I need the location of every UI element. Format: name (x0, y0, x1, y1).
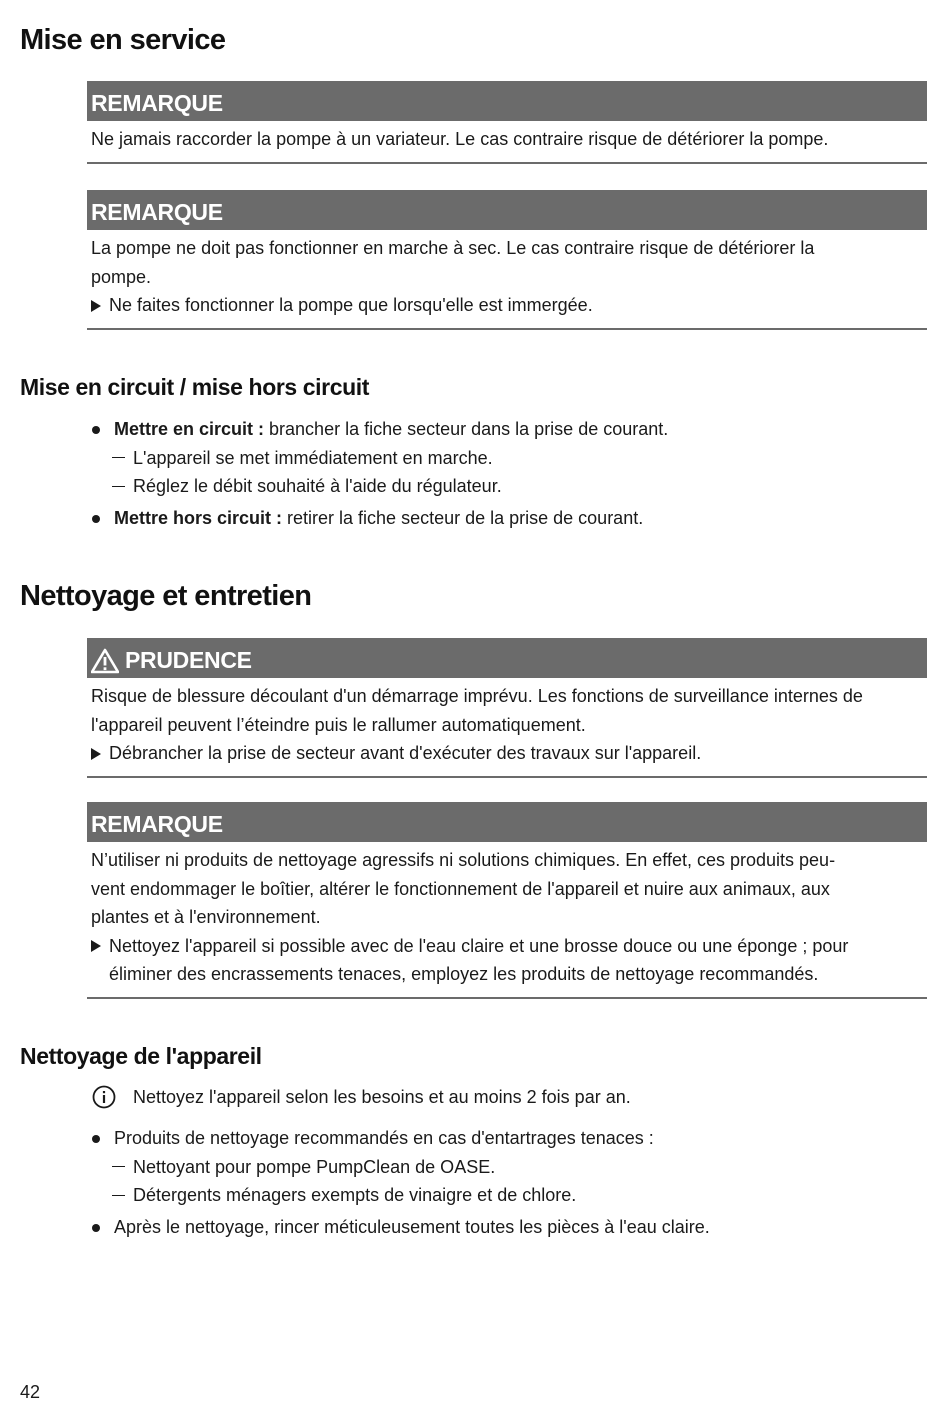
step-text: Débrancher la prise de secteur avant d'exécuter des travaux sur l'appareil. (109, 743, 702, 763)
list-item-description: brancher la fiche secteur dans la prise de courant. (264, 419, 669, 439)
sub-list-item (90, 472, 930, 501)
info-text: Nettoyez l'appareil selon les besoins et au moins 2 fois par an. (133, 1086, 631, 1107)
action-step (91, 739, 923, 768)
section-title-appareil: Nettoyage de l'appareil (20, 1043, 262, 1069)
dash-icon (112, 486, 125, 487)
notice-text-line: plantes et à l'environnement. (91, 907, 321, 927)
list-item-text: Après le nettoyage, rincer méticuleusement toutes les pièces à l'eau claire. (114, 1216, 710, 1237)
list-item (90, 415, 930, 444)
sub-list-item-text: Nettoyant pour pompe PumpClean de OASE. (133, 1156, 496, 1177)
list-item-text: Produits de nettoyage recommandés en cas d'entartrages tenaces : (114, 1128, 654, 1148)
section-title-nettoyage: Nettoyage et entretien (20, 580, 312, 612)
sub-list-item-text: Réglez le débit souhaité à l'aide du régulateur. (133, 476, 502, 496)
bullet-icon (92, 515, 100, 523)
notice-body (87, 230, 927, 328)
notice-remarque-variateur (87, 81, 927, 164)
step-text-line: éliminer des encrassements tenaces, employez les produits de nettoyage recommandés. (109, 964, 819, 984)
notice-text-line: vent endommager le boîtier, altérer le fonctionnement de l'appareil et nuire aux animaux, aux (91, 878, 830, 899)
bullet-icon (92, 1224, 100, 1232)
list-item-text (114, 415, 668, 444)
list-item-label: Mettre en circuit : (114, 419, 265, 439)
page-number: 42 (20, 1382, 41, 1402)
circuit-list (90, 415, 930, 532)
notice-text-line: La pompe ne doit pas fonctionner en marche à sec. Le cas contraire risque de détériorer la (91, 238, 815, 258)
list-item-label: Mettre hors circuit : (114, 507, 283, 528)
notice-body (87, 678, 927, 776)
info-icon (92, 1085, 116, 1109)
notice-label: REMARQUE (91, 811, 223, 837)
notice-label: REMARQUE (91, 90, 223, 116)
dash-icon (112, 1166, 125, 1167)
notice-prudence (87, 638, 927, 778)
notice-header (87, 802, 927, 842)
step-text (109, 932, 848, 989)
list-item (90, 1124, 930, 1153)
sub-list-item (90, 1181, 930, 1210)
step-text-line: Nettoyez l'appareil si possible avec de l'eau claire et une brosse douce ou une éponge ; pour (109, 935, 849, 956)
bullet-icon (92, 426, 100, 434)
notice-label: REMARQUE (91, 199, 223, 225)
notice-header (87, 81, 927, 121)
notice-remarque-marche-sec (87, 190, 927, 330)
dash-icon (112, 1195, 125, 1196)
notice-header (87, 190, 927, 230)
notice-body (87, 121, 927, 162)
triangle-right-icon (91, 748, 101, 760)
list-item-text (114, 504, 643, 533)
notice-remarque-nettoyage (87, 802, 927, 999)
step-text: Ne faites fonctionner la pompe que lorsqu'elle est immergée. (109, 295, 593, 315)
notice-text-line: Risque de blessure découlant d'un démarrage imprévu. Les fonctions de surveillance internes de (91, 686, 863, 706)
list-item (90, 504, 930, 533)
warning-icon (91, 648, 119, 674)
sub-list-item (90, 444, 930, 473)
list-item-description: retirer la fiche secteur de la prise de courant. (282, 507, 644, 528)
cleaning-list (90, 1124, 930, 1241)
list-item (90, 1213, 930, 1242)
bullet-icon (92, 1135, 100, 1143)
dash-icon (112, 457, 125, 458)
notice-label: PRUDENCE (125, 647, 252, 673)
section-title-circuit: Mise en circuit / mise hors circuit (20, 374, 370, 400)
notice-text-line: l'appareil peuvent l’éteindre puis le rallumer automatiquement. (91, 714, 586, 735)
action-step (91, 291, 923, 320)
notice-text: Ne jamais raccorder la pompe à un variateur. Le cas contraire risque de détériorer la pompe. (91, 129, 829, 149)
info-note (92, 1085, 631, 1109)
triangle-right-icon (91, 300, 101, 312)
action-step (91, 932, 923, 989)
notice-header (87, 638, 927, 678)
sub-list-item-text: Détergents ménagers exempts de vinaigre et de chlore. (133, 1185, 577, 1205)
sub-list-item-text: L'appareil se met immédiatement en marche. (133, 447, 493, 468)
section-title-mise-en-service: Mise en service (20, 24, 226, 56)
notice-text-line: N’utiliser ni produits de nettoyage agressifs ni solutions chimiques. En effet, ces produits peu- (91, 850, 836, 870)
notice-body (87, 842, 927, 997)
notice-text-line: pompe. (91, 266, 152, 287)
triangle-right-icon (91, 940, 101, 952)
sub-list-item (90, 1153, 930, 1182)
